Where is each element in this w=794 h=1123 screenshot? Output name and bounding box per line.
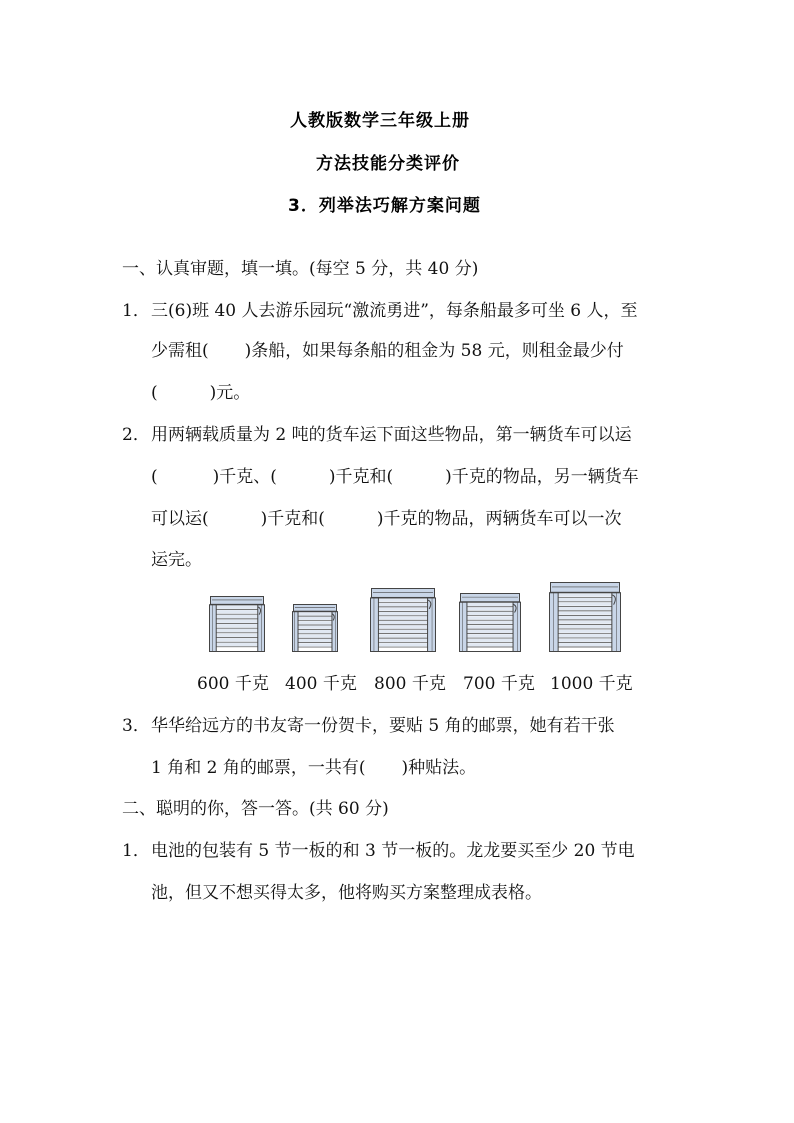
- crate-label: 700 千克: [463, 674, 535, 694]
- q1-line2-a: 少需租(: [151, 341, 209, 361]
- q2-line1: 用两辆载质量为 2 吨的货车运下面这些物品，第一辆货车可以运: [151, 425, 632, 445]
- crate-label: 400 千克: [285, 674, 357, 694]
- s2q1-line1: 电池的包装有 5 节一板的和 3 节一板的。龙龙要买至少 20 节电: [151, 841, 635, 861]
- crate-label: 1000 千克: [550, 674, 633, 694]
- q1-line1: 三(6)班 40 人去游乐园玩“激流勇进”，每条船最多可坐 6 人，至: [151, 301, 638, 321]
- q2-line2-b: )千克、(: [212, 467, 277, 487]
- page-title: 3．列举法巧解方案问题: [288, 196, 481, 216]
- s2q1-line2: 池，但又不想买得太多，他将购买方案整理成表格。: [151, 883, 542, 903]
- crate-icon: [292, 604, 338, 652]
- q1-line3: [151, 378, 250, 403]
- q2-line3-c: )千克的物品，两辆货车可以一次: [376, 509, 622, 529]
- q3-number: 3．: [122, 716, 150, 736]
- book-title: 人教版数学三年级上册: [290, 111, 470, 131]
- q1-line3-b: )元。: [209, 383, 251, 403]
- q2-line3-a: 可以运(: [151, 509, 209, 529]
- section1-heading: 一、认真审题，填一填。(每空 5 分，共 40 分): [122, 259, 479, 279]
- section2-heading: 二、聪明的你，答一答。(共 60 分): [122, 799, 389, 819]
- q1-number: 1．: [122, 301, 150, 321]
- series-title: 方法技能分类评价: [316, 154, 460, 174]
- crate-icon: [209, 596, 265, 652]
- q2-number: 2．: [122, 425, 150, 445]
- crate-label: 800 千克: [374, 674, 446, 694]
- q2-line2-d: )千克的物品，另一辆货车: [445, 467, 639, 487]
- q2-line2-a: (: [151, 467, 158, 487]
- q3-line1: 华华给远方的书友寄一份贺卡，要贴 5 角的邮票，她有若干张: [151, 716, 615, 736]
- q3-line2: [151, 753, 476, 778]
- q2-line2: [151, 462, 639, 487]
- s2q1-number: 1．: [122, 841, 150, 861]
- q1-line3-a: (: [151, 383, 158, 403]
- q2-line3: [151, 504, 622, 529]
- q2-line3-b: )千克和(: [260, 509, 325, 529]
- q1-line2-b: )条船，如果每条船的租金为 58 元，则租金最少付: [244, 341, 624, 361]
- crate-icon: [459, 593, 521, 652]
- q2-line2-c: )千克和(: [328, 467, 394, 487]
- crate-label: 600 千克: [197, 674, 269, 694]
- q1-line2: [151, 336, 624, 361]
- crate-icon: [370, 588, 436, 652]
- q3-line2-b: )种贴法。: [401, 758, 477, 778]
- q3-line2-a: 1 角和 2 角的邮票，一共有(: [151, 758, 366, 778]
- crate-icon: [549, 582, 621, 652]
- q2-line4: 运完。: [151, 550, 202, 570]
